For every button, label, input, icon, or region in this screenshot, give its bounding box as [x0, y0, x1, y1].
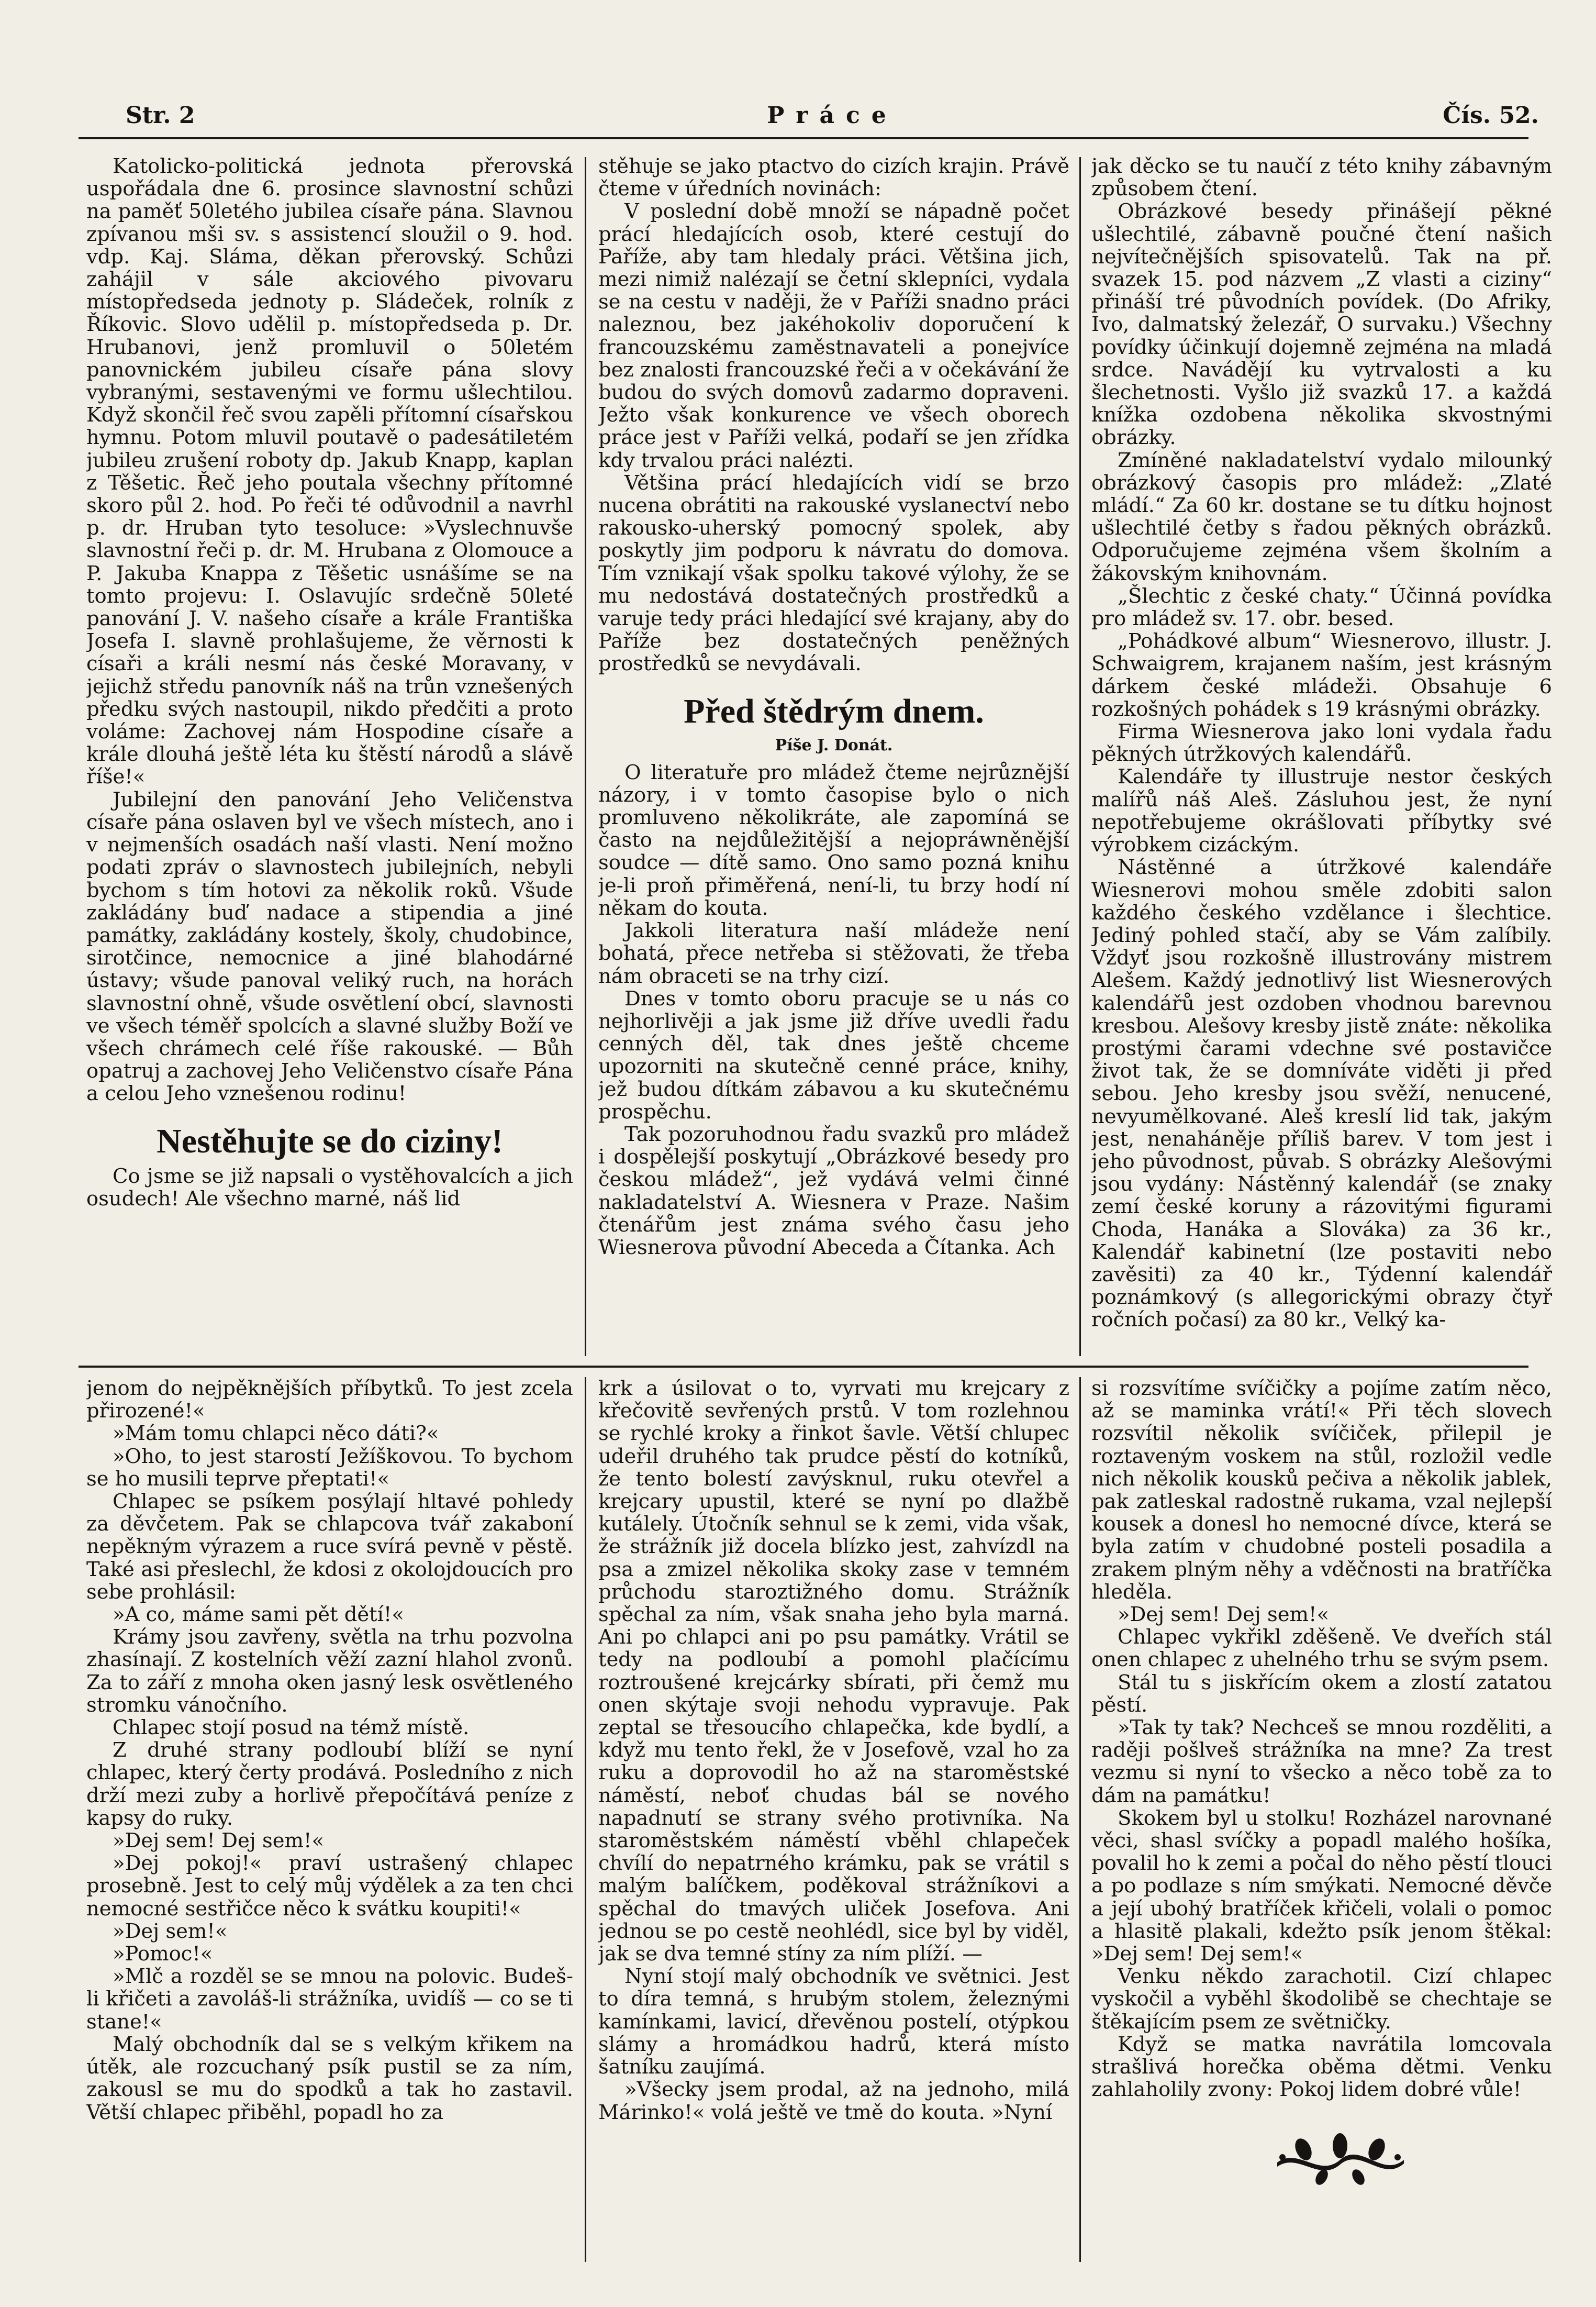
upper-column-3: [1091, 155, 1552, 1359]
lower-column-2: [598, 1377, 1069, 2278]
article-paragraph: Co jsme se již napsali o vystěhovalcích a jich osudech! Ale všechno marné, náš lid: [86, 1164, 573, 1211]
mid-horizontal-rule: [79, 1366, 1528, 1368]
article-paragraph: Dnes v tomto oboru pracuje se u nás co nejhorlivěji a jak jsme již dříve uvedli řadu cenných děl, tak dnes ještě chceme upozorniti na skutečně cenné práce, knihy, jež budou dítkám zábavou a ku skutečnému prospěchu.: [598, 986, 1069, 1124]
lower-column-1: [86, 1377, 573, 2278]
story-paragraph: Chlapec stojí posud na témž místě.: [113, 1716, 470, 1740]
story-paragraph: Z druhé strany podloubí blíží se nyní chlapec, který čerty prodává. Posledního z nich drží mezi zuby a horlivě přepočítává peníze z kapsy do ruky.: [86, 1738, 573, 1830]
story-paragraph: »Oho, to jest starostí Ježíškovou. To bychom se ho musili teprve přeptati!«: [86, 1444, 573, 1491]
page-number: Str. 2: [126, 102, 195, 129]
story-paragraph: »A co, máme sami pět dětí!«: [113, 1603, 404, 1627]
upper-column-2: [598, 155, 1069, 1359]
story-paragraph: »Pomoc!«: [113, 1942, 213, 1966]
story-paragraph: Krámy jsou zavřeny, světla na trhu pozvolna zhasínají. Z kostelních věží zazní hlahol zvonů. Za to září z mnoha oken jasný lesk osvětleného stromku vánočního.: [86, 1625, 573, 1717]
story-paragraph: »Tak ty tak? Nechceš se mnou rozděliti, a raději pošlveš strážníka na mne? Za trest vezmu si nyní to všecko a něco tobě za to dám na památku!: [1091, 1716, 1552, 1807]
story-paragraph: »Dej sem! Dej sem!«: [1118, 1603, 1330, 1627]
story-paragraph: jenom do nejpěknějších příbytků. To jest zcela přirozené!«: [86, 1377, 573, 1423]
article-paragraph: jak děcko se tu naučí z této knihy zábavným způsobem čtení.: [1091, 155, 1552, 201]
lower-column-divider-2: [1079, 1377, 1081, 2262]
article-paragraph: O literatuře pro mládež čteme nejrůznější názory, i v tomto časopise bylo o nich promluveno několikráte, ale zapomíná se často na nejdůležitější a nejopráwněnější soudce — dítě samo. Ono samo pozná knihu je-li proň přiměřená, není-li, tu brzy hodí ní někam do kouta.: [598, 760, 1069, 920]
article-paragraph: Zmíněné nakladatelství vydalo milounký obrázkový časopis pro mládež: „Zlaté mládí.“ Za 60 kr. dostane se tu dítku hojnost ušlechtilé četby s řadou pěkných obrázků. Odporučujeme zejména všem školním a žákovským knihovnám.: [1091, 448, 1552, 585]
story-paragraph: »Mám tomu chlapci něco dáti?«: [113, 1422, 439, 1446]
article-byline: Píše J. Donát.: [775, 736, 893, 755]
story-paragraph: Chlapec vykřikl zděšeně. Ve dveřích stál onen chlapec z uhelného trhu se svým psem.: [1091, 1625, 1552, 1672]
newspaper-title: Práce: [767, 102, 898, 129]
story-paragraph: krk a úsilovat o to, vyrvati mu krejcary z křečovitě sevřených prstů. V tom rozlehnou se rychlé kroky a řinkot šavle. Větší chlupec udeřil druhého tak prudce pěstí do kotníků, že tento bolestí zavýsknul, ruku otevřel a krejcary upustil, které se nyní po dlažbě kutálely. Útočník sehnul se k zemi, vida však, že strážník již docela blízko jest, zahvízdl na psa a zmizel několika skoky zase v temném průchodu staroztižného domu. Strážník spěchal za ním, však snaha jeho byla marná. Ani po chlapci ani po psu památky. Vrátil se tedy na podloubí a pomohl plačícímu roztroušené krejcárky sbírati, při čemž mu onen skýtaje svoji nehodu vypravuje. Pak zeptal se třesoucího chlapečka, kde bydlí, a když mu tento řekl, že v Josefově, vzal ho za ruku a doprovodil ho až na staroměstské náměstí, neboť chudas bál se nového napadnutí se strany svého protivníka. Na staroměstském náměstí vběhl chlapeček chvílí do nepatrného krámku, pak se vrátil s malým balíčkem, poděkoval strážníkovi a spěchal do tmavých uliček Josefova. Ani jednou se po cestě neohlédl, sice byl by viděl, jak se dva temné stíny za ním plíží. —: [598, 1377, 1069, 1966]
story-paragraph: si rozsvítíme svíčičky a pojíme zatím něco, až se maminka vrátí!« Při těch slovech rozsvítil několik svíčiček, přilepil je roztaveným voskem na stůl, rozložil vedle nich několik kousků pečiva a několik jablek, pak zatleskal radostně rukama, vzal nejlepší kousek a donesl ho nemocné dívce, která se byla zatím v chudobné posteli posadila a zrakem plným něhy a vděčnosti na bratříčka hleděla.: [1091, 1377, 1552, 1604]
article-paragraph: Obrázkové besedy přinášejí pěkné ušlechtilé, zábavně poučné čtení našich nejvítečnějších spisovatelů. Tak na př. svazek 15. pod názvem „Z vlasti a ciziny“ přináší tré původních povídek. (Do Afriky, Ivo, dalmatský železář, O survaku.) Všechny povídky účinkují dojemně zejména na mladá srdce. Navádějí ku vytrvalosti a ku šlechetnosti. Vyšlo již svazků 17. a každá knížka ozdobena několika skvostnými obrázky.: [1091, 199, 1552, 450]
floral-ornament-icon: [1267, 2131, 1413, 2189]
story-paragraph: Skokem byl u stolku! Rozházel narovnané věci, shasl svíčky a popadl malého hošíka, povalil ho k zemi a počal do něho pěstí tlouci a po podlaze s ním smýkati. Nemocné děvče a její ubohý bratříček křičeli, volali o pomoc a hlasitě plakali, kdežto psík jenom štěkal: »Dej sem! Dej sem!«: [1091, 1806, 1552, 1966]
article-paragraph: Většina prácí hledajících vidí se brzo nucena obrátiti na rakouské vyslanectví nebo rakousko-uherský pomocný spolek, aby poskytly jim podporu k návratu do domova. Tím vznikají však spolku takové výlohy, že se mu nedostává dostatečných prostředků a varuje tedy práci hledající své krajany, aby do Paříže bez dostatečných peněžných prostředků se nevydávali.: [598, 471, 1069, 676]
article-paragraph: Katolicko-politická jednota přerovská uspořádala dne 6. prosince slavnostní schůzi na paměť 50letého jubilea císaře pána. Slavnou zpívanou mši sv. s assistencí sloužil o 9. hod. vdp. Kaj. Sláma, děkan přerovský. Schůzi zahájil v sále akciového pivovaru místopředseda jednoty p. Sládeček, rolník z Říkovic. Slovo udělil p. místopředseda p. Dr. Hrubanovi, jenž promluvil o 50letém panovnickém jubileu císaře pána slovy vybranými, sestavenými ve formu ušlechtilou. Když skončil řeč svou zapěli přítomní císařskou hymnu. Potom mluvil poutavě o padesátiletém jubileu zrušení roboty dp. Jakub Knapp, kaplan z Těšetic. Řeč jeho poutala všechny přítomné skoro půl 2. hod. Po řeči té odůvodnil a navrhl p. dr. Hruban tyto tesoluce: »Vyslechnuvše slavnostní řeči p. dr. M. Hrubana z Olomouce a P. Jakuba Knappa z Těšetic usnášíme se na tomto projevu: I. Oslavujíc srdečně 50leté panování J. V. našeho císaře a krále Františka Josefa I. slavně prohlašujeme, že věrnosti k císaři a králi nesmí nás české Moravany, v jejichž středu panovník náš na trůn vznešených předku svých nastoupil, nikdo předčiti a proto voláme: Zachovej nám Hospodine císaře a krále dlouhá ještě léta ku štěstí národů a slávě říše!«: [86, 155, 573, 789]
article-paragraph: „Pohádkové album“ Wiesnerovo, illustr. J. Schwaigrem, krajanem naším, jest krásným dárkem české mládeži. Obsahuje 6 rozkošných pohádek s 19 krásnými obrázky.: [1091, 629, 1552, 721]
page-header: [126, 102, 1539, 139]
story-paragraph: »Mlč a rozděl se se mnou na polovic. Budeš-li křičeti a zavoláš-li strážníka, uvidíš — co se ti stane!«: [86, 1965, 573, 2034]
article-paragraph: Tak pozoruhodnou řadu svazků pro mládež i dospělejší poskytují „Obrázkové besedy pro českou mládež“, jež vydává velmi činné nakladatelství A. Wiesnera v Praze. Našim čtenářům jest známa svého času jeho Wiesnerova původní Abeceda a Čítanka. Ach: [598, 1122, 1069, 1259]
issue-number: Čís. 52.: [1443, 102, 1539, 129]
article-paragraph: Firma Wiesnerova jako loni vydala řadu pěkných útržkových kalendářů.: [1091, 720, 1552, 767]
lower-column-divider-1: [585, 1377, 586, 2262]
story-paragraph: »Dej sem!«: [113, 1919, 228, 1943]
article-headline: Před štědrým dnem.: [684, 692, 984, 730]
story-paragraph: Stál tu s jiskřícím okem a zlostí zatatou pěstí.: [1091, 1670, 1552, 1717]
article-paragraph: Kalendáře ty illustruje nestor českých malířů náš Aleš. Zásluhou jest, že nyní nepotřebujeme okrášlovati příbytky své výrobkem cizáckým.: [1091, 765, 1552, 857]
story-paragraph: »Všecky jsem prodal, až na jednoho, milá Márinko!« volá ještě ve tmě do kouta. »Nyní: [598, 2078, 1069, 2124]
story-paragraph: Venku někdo zarachotil. Cizí chlapec vyskočil a vyběhl škodolibě se chechtaje se štěkajícím psem ze světničky.: [1091, 1965, 1552, 2034]
story-paragraph: Chlapec se psíkem posýlají hltavé pohledy za děvčetem. Pak se chlapcova tvář zakaboní nepěkným výrazem a ruce svírá pevně v pěstě. Také asi přeslechl, že kdosi z okolojdoucích pro sebe prohlásil:: [86, 1490, 573, 1604]
header-rule: [79, 137, 1528, 139]
story-paragraph: »Dej pokoj!« praví ustrašený chlapec prosebně. Jest to celý můj výdělek a za ten chci nemocné sestřičce něco k svátku koupiti!«: [86, 1851, 573, 1921]
article-paragraph: Nástěnné a útržkové kalendáře Wiesnerovi mohou směle zdobiti salon každého českého vzdělance i šlechtice. Jediný pohled stačí, aby se Vám zalíbily. Vždyť jsou rozkošně illustrovány mistrem Alešem. Každý jednotlivý list Wiesnerových kalendářů jest ozdoben vhodnou barevnou kresbou. Alešovy kresby jistě znáte: několika prostými čarami vdechne své postavičce život tak, že se domníváte viděti ji před sebou. Jeho kresby jsou svěží, nenucené, nevyumělkované. Aleš kreslí lid tak, jakým jest, nenaháněje příliš barev. V tom jest i jeho původnost, půvab. S obrázky Alešovými jsou vydány: Nástěnný kalendář (se znaky zemí české koruny a rázovitými figurami Choda, Hanáka a Slováka) za 36 kr., Kalendář kabinetní (lze postaviti nebo zavěsiti) za 40 kr., Týdenní kalendář poznámkový (s allegorickými obrazy čtyř ročních počasí) za 80 kr., Velký ka-: [1091, 856, 1552, 1332]
story-paragraph: Malý obchodník dal se s velkým křikem na útěk, ale rozcuchaný psík pustil se za ním, zakousl se mu do spodků a tak ho zastavil. Větší chlapec přiběhl, popadl ho za: [86, 2032, 573, 2124]
upper-column-divider-1: [585, 157, 586, 1356]
upper-column-divider-2: [1079, 157, 1081, 1356]
story-paragraph: Když se matka navrátila lomcovala strašlivá horečka oběma dětmi. Venku zahlaholily zvony: Pokoj lidem dobré vůle!: [1091, 2032, 1552, 2102]
article-paragraph: Jakkoli literatura naší mládeže není bohatá, přece netřeba si stěžovati, že třeba nám obraceti se na trhy cizí.: [598, 919, 1069, 988]
article-paragraph: stěhuje se jako ptactvo do cizích krajin. Právě čteme v úředních novinách:: [598, 155, 1069, 201]
story-paragraph: Nyní stojí malý obchodník ve světnici. Jest to díra temná, s hrubým stolem, železnými kamínkami, lavicí, dřevěnou postelí, otýpkou slámy a hromádkou hadrů, která místo šatníku zaujímá.: [598, 1965, 1069, 2079]
lower-column-3: [1091, 1377, 1552, 2126]
article-paragraph: „Šlechtic z české chaty.“ Účinná povídka pro mládež sv. 17. obr. besed.: [1091, 584, 1552, 631]
article-paragraph: Jubilejní den panování Jeho Veličenstva císaře pána oslaven byl ve všech místech, ano i v nejmenších osadách naší vlasti. Není možno podati zpráv o slavnostech jubilejních, nebyli bychom s tím hotovi za několik roků. Všude zakládány buď nadace a stipendia a jiné památky, zakládány kostely, školy, chudobince, sirotčince, nemocnice a jiné blahodárné ústavy; všude panoval veliký ruch, na horách slavnostní ohně, všude osvětlení obcí, slavnosti ve všech téměř spolcích a slavné služby Boží ve všech chrámech celé říše rakouské. — Bůh opatruj a zachovej Jeho Veličenstvo císaře Pána a celou Jeho vznešenou rodinu!: [86, 788, 573, 1106]
article-headline: Nestěhujte se do ciziny!: [157, 1122, 503, 1160]
upper-column-1: [86, 155, 573, 1359]
story-paragraph: »Dej sem! Dej sem!«: [113, 1829, 325, 1853]
article-paragraph: V poslední době množí se nápadně počet prácí hledajících osob, které cestují do Paříže, aby tam hledaly práci. Většina jich, mezi nimiž nalézají se četní sklepníci, vydala se na cestu v naději, že v Paříži snadno práci naleznou, bez jakéhokoliv doporučení k francouzskému zaměstnavateli a ponejvíce bez znalosti francouzské řeči a v očekávání že budou do svých domovů zadarmo dopraveni. Ježto však konkurence ve všech oborech práce jest v Paříži velká, podaří se jen zřídka kdy trvalou práci nalézti.: [598, 199, 1069, 472]
